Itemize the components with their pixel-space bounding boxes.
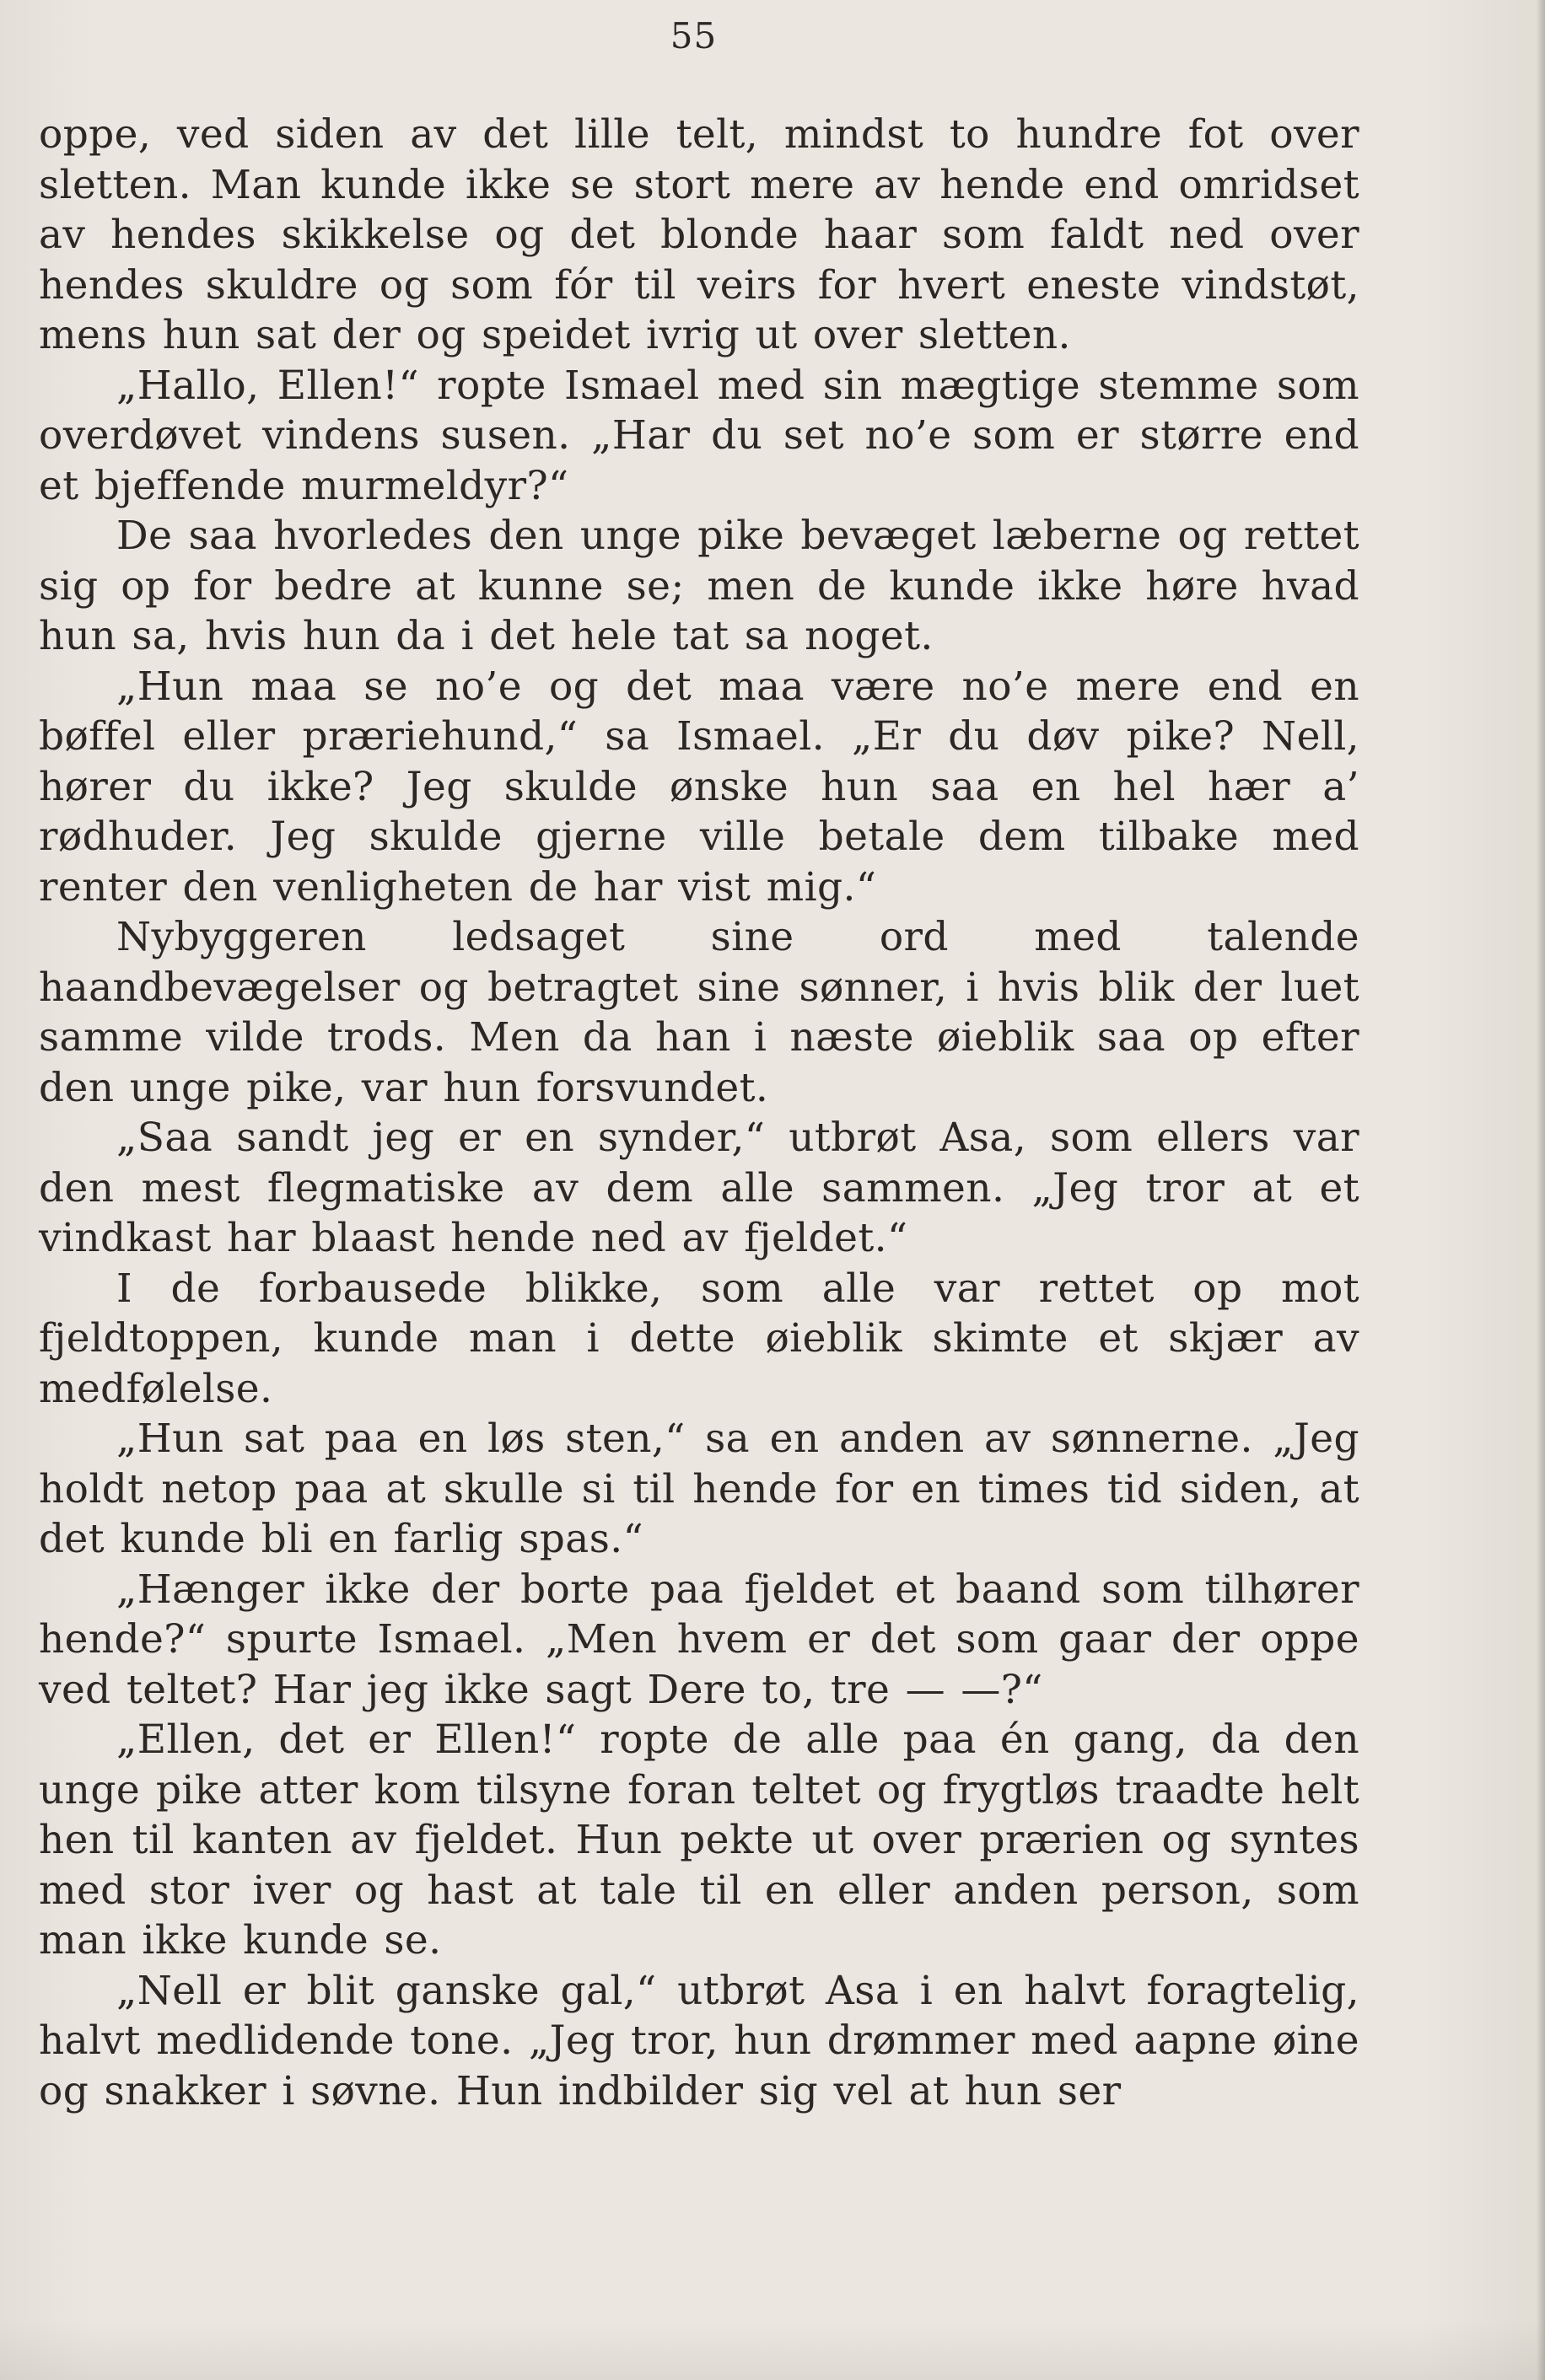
paragraph-8: „Hun sat paa en løs sten,“ sa en anden av sønnerne. „Jeg holdt netop paa at skulle si til hende for en times tid siden, at det kunde bli en farlig spas.“ xyxy=(39,1416,1359,1562)
paragraph-4: „Hun maa se no’e og det maa være no’e mere end en bøffel eller præriehund,“ sa Ismael. „Er du døv pike? Nell, hører du ikke? Jeg skulde ønske hun saa en hel hær a’ rødhuder. Jeg skulde gjerne ville betale dem tilbake med renter den venligheten de har vist mig.“ xyxy=(39,663,1359,911)
paragraph-11: „Nell er blit ganske gal,“ utbrøt Asa i en halvt foragtelig, halvt medlidende tone. „Jeg tror, hun drømmer med aapne øine og snakker i søvne. Hun indbilder sig vel at hun ser xyxy=(39,1967,1359,2114)
body-text xyxy=(39,110,1359,2116)
paragraph-7: I de forbausede blikke, som alle var rettet op mot fjeldtoppen, kunde man i dette øieblik skimte et skjær av medfølelse. xyxy=(39,1265,1359,1412)
paragraph-6: „Saa sandt jeg er en synder,“ utbrøt Asa, som ellers var den mest flegmatiske av dem alle sammen. „Jeg tror at et vindkast har blaast hende ned av fjeldet.“ xyxy=(39,1115,1359,1261)
paragraph-10: „Ellen, det er Ellen!“ ropte de alle paa én gang, da den unge pike atter kom tilsyne foran teltet og frygtløs traadte helt hen til kanten av fjeldet. Hun pekte ut over prærien og syntes med stor iver og hast at tale til en eller anden person, som man ikke kunde se. xyxy=(39,1717,1359,1964)
paragraph-2: „Hallo, Ellen!“ ropte Ismael med sin mægtige stemme som overdøvet vindens susen. „Har du set no’e som er større end et bjeffende murmeldyr?“ xyxy=(39,362,1359,509)
page-number: 55 xyxy=(670,15,718,56)
paragraph-3: De saa hvorledes den unge pike bevæget læberne og rettet sig op for bedre at kunne se; men de kunde ikke høre hvad hun sa, hvis hun da i det hele tat sa noget. xyxy=(39,513,1359,659)
paragraph-1: oppe, ved siden av det lille telt, mindst to hundre fot over sletten. Man kunde ikke se stort mere av hende end omridset av hendes skikkelse og det blonde haar som faldt ned over hendes skuldre og som fór til veirs for hvert eneste vindstøt, mens hun sat der og speidet ivrig ut over sletten. xyxy=(39,111,1359,358)
paragraph-5: Nybyggeren ledsaget sine ord med talende haandbevægelser og betragtet sine sønner, i hvis blik der luet samme vilde trods. Men da han i næste øieblik saa op efter den unge pike, var hun forsvundet. xyxy=(39,914,1359,1111)
paragraph-9: „Hænger ikke der borte paa fjeldet et baand som tilhører hende?“ spurte Ismael. „Men hvem er det som gaar der oppe ved teltet? Har jeg ikke sagt Dere to, tre — —?“ xyxy=(39,1566,1359,1713)
page-bottom-shade xyxy=(0,2321,1545,2380)
page-edge-shadow xyxy=(1537,0,1545,2380)
